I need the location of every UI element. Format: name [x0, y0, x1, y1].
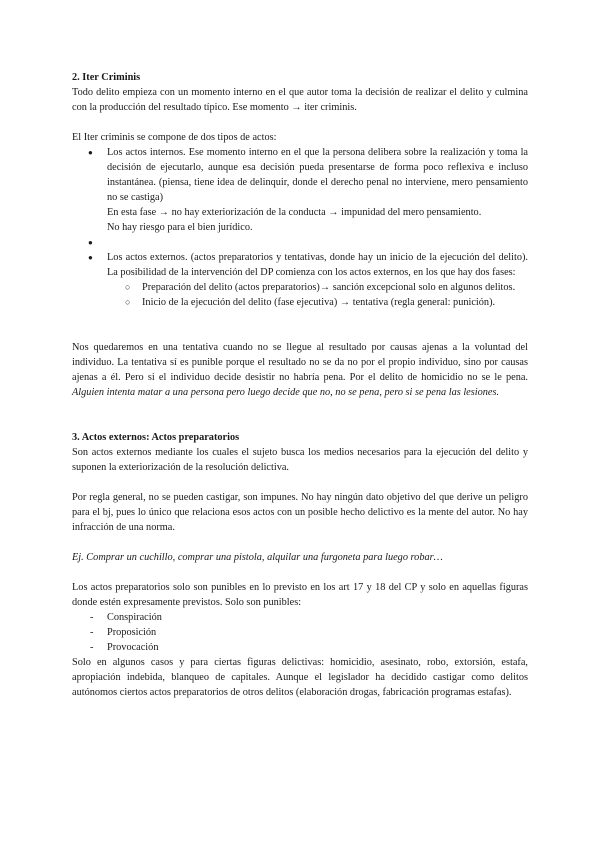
section-heading-actos-preparatorios: 3. Actos externos: Actos preparatorios: [72, 432, 240, 443]
paragraph-types-intro: El Iter criminis se compone de dos tipos de actos:: [72, 132, 277, 143]
paragraph-punibles: Los actos preparatorios solo son punibles en lo previsto en los art 17 y 18 del CP y solo en aquellas figuras donde estén expresamente previstos. Solo son punibles:: [72, 582, 528, 608]
internal-acts-line3: No hay riesgo para el bien jurídico.: [107, 222, 253, 233]
section-heading-iter-criminis: 2. Iter Criminis: [72, 72, 141, 83]
acts-list: [72, 145, 528, 310]
list-item-proposicion: - Proposición: [72, 625, 528, 640]
paragraph-intro: Todo delito empieza con un momento interno en el que autor toma la decisión de realizar el delito y culmina con la producción del resultado típico. Ese momento → iter criminis.: [72, 87, 528, 113]
tentativa-text: Nos quedaremos en una tentativa cuando no se llegue al resultado por causas ajenas a la voluntad del individuo. La tentativa sí es punible porque el resultado no se da no por el propio individuo, sino por causas ajenas a él. Pero si el individuo decide desistir no habría pena. Por el delito de homicidio no se le pena.: [72, 342, 528, 383]
punibles-list: [72, 610, 528, 655]
list-item-provocacion: - Provocación: [72, 640, 528, 655]
page-content: [72, 70, 528, 700]
paragraph-general-rule: Por regla general, no se pueden castigar, son impunes. No hay ningún dato objetivo del que derive un peligro para el bj, pues lo único que relaciona esos actos con un posible hecho delictivo es la mente del autor. No hay infracción de una norma.: [72, 492, 528, 533]
tentativa-example: Alguien intenta matar a una persona pero luego decide que no, no se pena, pero si se pena las lesiones.: [72, 387, 500, 398]
paragraph-example: [72, 550, 528, 565]
paragraph-specific-cases: Solo en algunos casos y para ciertas figuras delictivas: homicidio, asesinato, robo, extorsión, estafa, apropiación indebida, blanqueo de capitales. Aunque el legislador ha decidido castigar como delitos autónomos ciertos actos preparatorios de otros delitos (elaboración drogas, fabricación programas estafas).: [72, 657, 528, 698]
list-item-phase-execution: ○ Inicio de la ejecución del delito (fase ejecutiva) → tentativa (regla general: punición).: [107, 295, 528, 310]
paragraph-definition: Son actos externos mediante los cuales el sujeto busca los medios necesarios para la ejecución del delito y suponen la exteriorización de la resolución delictiva.: [72, 447, 528, 473]
list-item-phase-preparation: ○ Preparación del delito (actos preparatorios)→ sanción excepcional solo en algunos delitos.: [107, 280, 528, 295]
external-acts-text: ● Los actos externos. (actos preparatorios y tentativas, donde hay un inicio de la ejecución del delito). La posibilidad de la intervención del DP comienza con los actos externos, en los que hay dos fases:: [107, 252, 528, 278]
phases-list: [107, 280, 528, 310]
list-item-external-acts: [72, 250, 528, 310]
list-item-internal-acts: [72, 145, 528, 235]
example-text: Ej. Comprar un cuchillo, comprar una pistola, alquilar una furgoneta para luego robar…: [72, 552, 443, 563]
paragraph-tentativa: [72, 340, 528, 400]
internal-acts-text: ● Los actos internos. Ese momento interno en el que la persona delibera sobre la realización y toma la decisión de ejecutarlo, aunque esa decisión pueda presentarse de forma poco reflexiva e incluso instantánea. (piensa, tiene idea de delinquir, donde el derecho penal no interviene, mero pensamiento no se castiga): [107, 147, 528, 203]
internal-acts-line2: En esta fase → no hay exteriorización de la conducta → impunidad del mero pensamiento.: [107, 207, 482, 218]
list-item-conspiracion: - Conspiración: [72, 610, 528, 625]
list-spacer: [72, 235, 528, 250]
